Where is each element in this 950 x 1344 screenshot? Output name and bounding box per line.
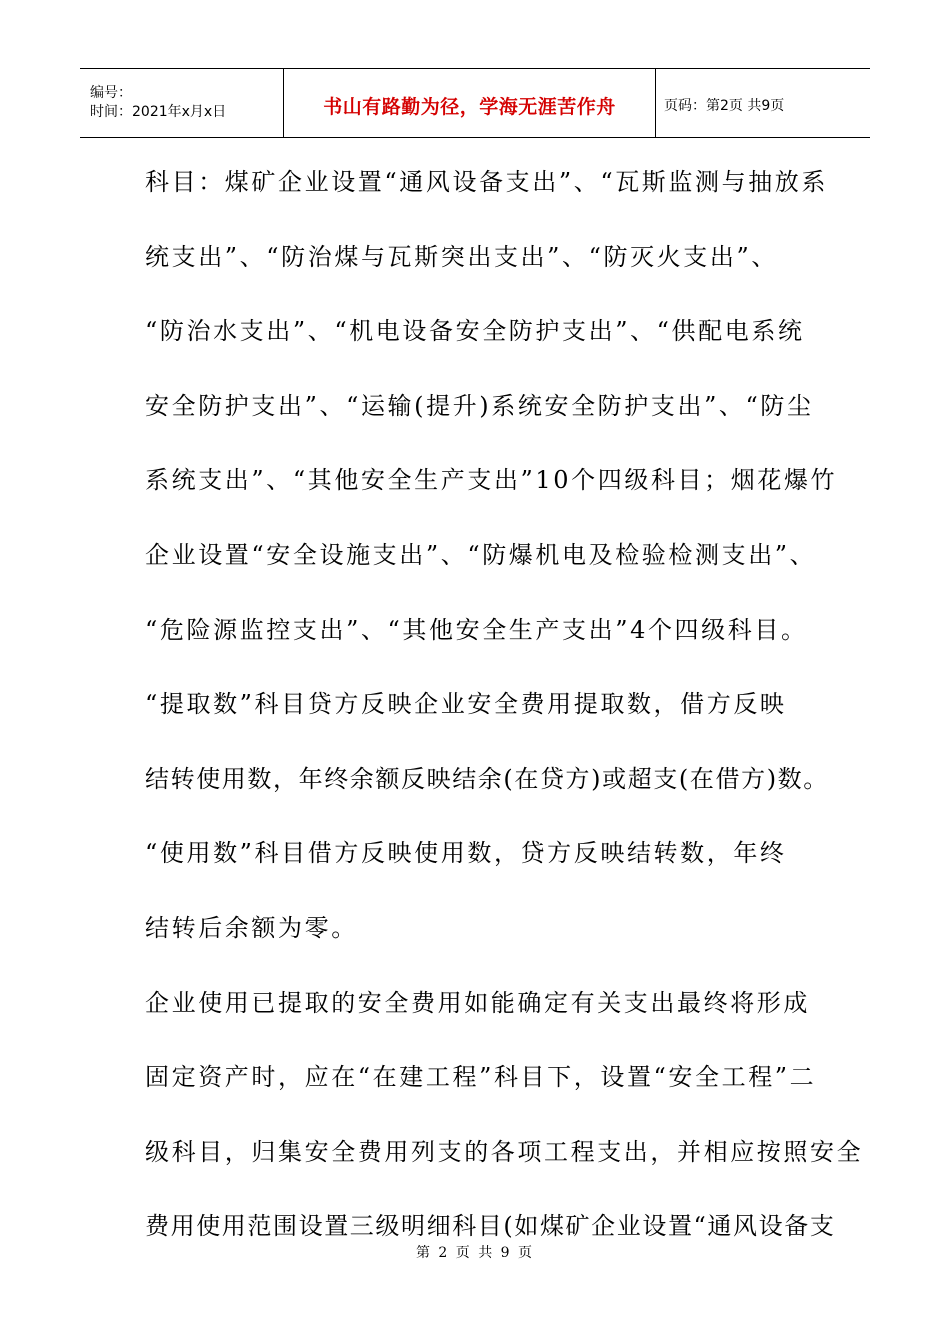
- header-motto: 书山有路勤为径，学海无涯苦作舟: [323, 95, 616, 118]
- document-header: [80, 68, 870, 138]
- body-line: “使用数”科目借方反映使用数，贷方反映结转数，年终: [145, 839, 787, 868]
- body-line: 企业设置“安全设施支出”、“防爆机电及检验检测支出”、: [145, 540, 817, 569]
- body-line: 系统支出”、“其他安全生产支出”10个四级科目；烟花爆竹: [145, 466, 838, 495]
- document-date-label: 时间：2021年x月x日: [90, 104, 227, 120]
- body-line: 费用使用范围设置三级明细科目(如煤矿企业设置“通风设备支: [145, 1212, 836, 1241]
- document-number-label: 编号：: [90, 85, 132, 101]
- body-line: 级科目，归集安全费用列支的各项工程支出，并相应按照安全: [145, 1137, 864, 1166]
- body-line: 结转使用数，年终余额反映结余(在贷方)或超支(在借方)数。: [145, 764, 829, 793]
- header-page-number: 页码：第2页 共9页: [664, 98, 785, 114]
- header-page-cell: [656, 69, 870, 137]
- body-line: “危险源监控支出”、“其他安全生产支出”4个四级科目。: [145, 615, 808, 644]
- body-line: 固定资产时，应在“在建工程”科目下，设置“安全工程”二: [145, 1063, 817, 1092]
- body-line: 科目：煤矿企业设置“通风设备支出”、“瓦斯监测与抽放系: [145, 168, 829, 196]
- header-motto-cell: [283, 69, 656, 137]
- body-line: “提取数”科目贷方反映企业安全费用提取数，借方反映: [145, 690, 787, 719]
- body-line: 安全防护支出”、“运输(提升)系统安全防护支出”、“防尘: [145, 391, 814, 420]
- header-meta: [80, 69, 283, 137]
- body-line: 结转后余额为零。: [145, 913, 358, 942]
- body-line: “防治水支出”、“机电设备安全防护支出”、“供配电系统: [145, 317, 805, 346]
- body-line: 企业使用已提取的安全费用如能确定有关支出最终将形成: [145, 988, 810, 1017]
- page-footer: 第 2 页 共 9 页: [415, 1245, 535, 1261]
- body-line: 统支出”、“防治煤与瓦斯突出支出”、“防灭火支出”、: [145, 242, 778, 271]
- document-body: [145, 167, 864, 1286]
